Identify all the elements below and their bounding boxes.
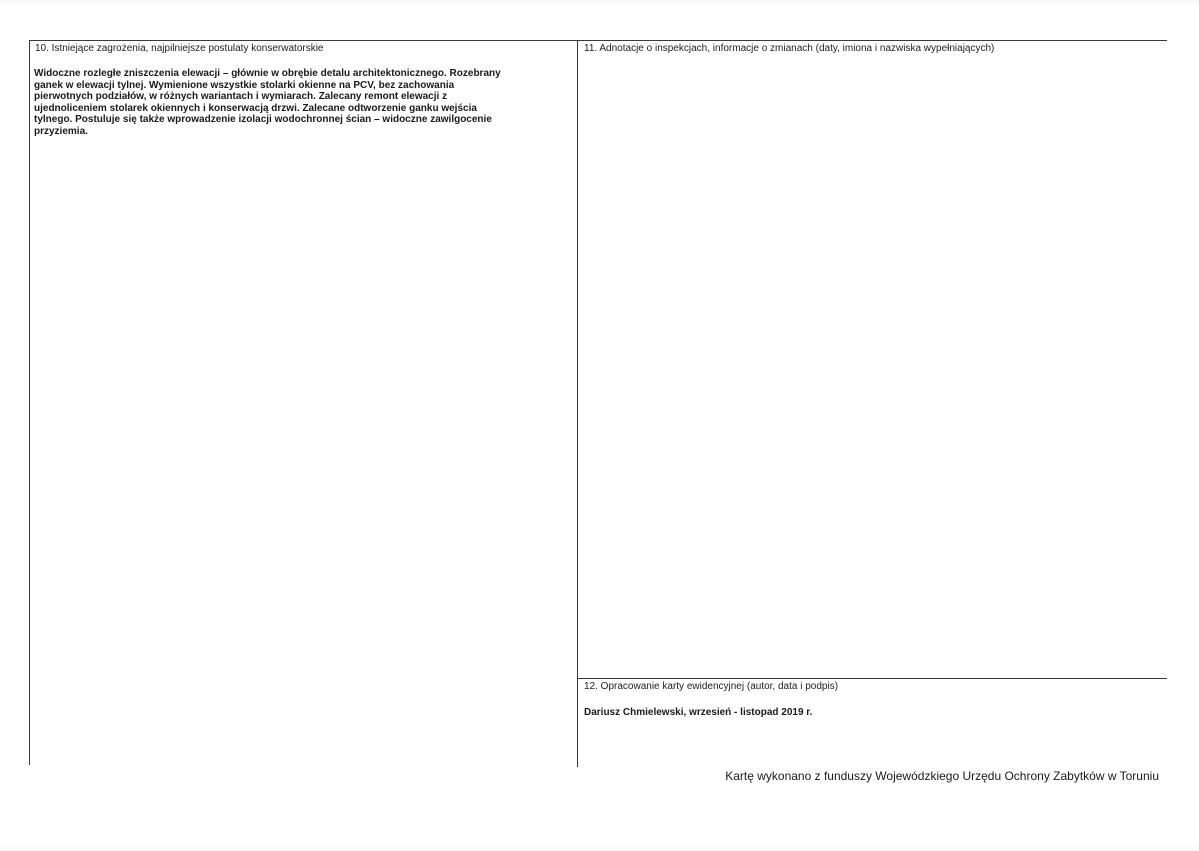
section-12-author: Dariusz Chmielewski, wrzesień - listopad 2019 r.: [584, 707, 813, 718]
table-column-divider: [577, 40, 578, 767]
section-10-line: pierwotnych podziałów, w różnych wariantach i wymiarach. Zalecany remont elewacji z: [34, 91, 448, 103]
section-12-top-border: [577, 678, 1167, 679]
section-12-heading: 12. Opracowanie karty ewidencyjnej (autor, data i podpis): [584, 681, 839, 692]
section-11-heading: 11. Adnotacje o inspekcjach, informacje o zmianach (daty, imiona i nazwiska wypełniających): [584, 43, 995, 54]
section-10-line: ujednoliceniem stolarek okiennych i konserwacją drzwi. Zalecane odtworzenie ganku wejścia: [34, 102, 477, 114]
section-10-body: [34, 68, 574, 138]
section-10-line: tylnego. Postuluje się także wprowadzenie izolacji wodochronnej ścian – widoczne zawilgocenie: [34, 114, 492, 126]
section-10-line: przyziemia.: [34, 125, 88, 137]
table-left-border: [29, 40, 30, 765]
section-10-line: Widoczne rozległe zniszczenia elewacji – głównie w obrębie detalu architektonicznego. Rozebrany: [34, 68, 501, 79]
table-top-border: [29, 40, 1167, 41]
scan-edge-top: [0, 0, 1199, 6]
section-10-heading: 10. Istniejące zagrożenia, najpilniejsze postulaty konserwatorskie: [35, 43, 324, 54]
funding-note: Kartę wykonano z funduszy Wojewódzkiego Urzędu Ochrony Zabytków w Toruniu: [725, 769, 1159, 783]
section-10-line: ganek w elewacji tylnej. Wymienione wszystkie stolarki okienne na PCV, bez zachowania: [34, 79, 455, 91]
scan-edge-bottom: [0, 845, 1199, 851]
